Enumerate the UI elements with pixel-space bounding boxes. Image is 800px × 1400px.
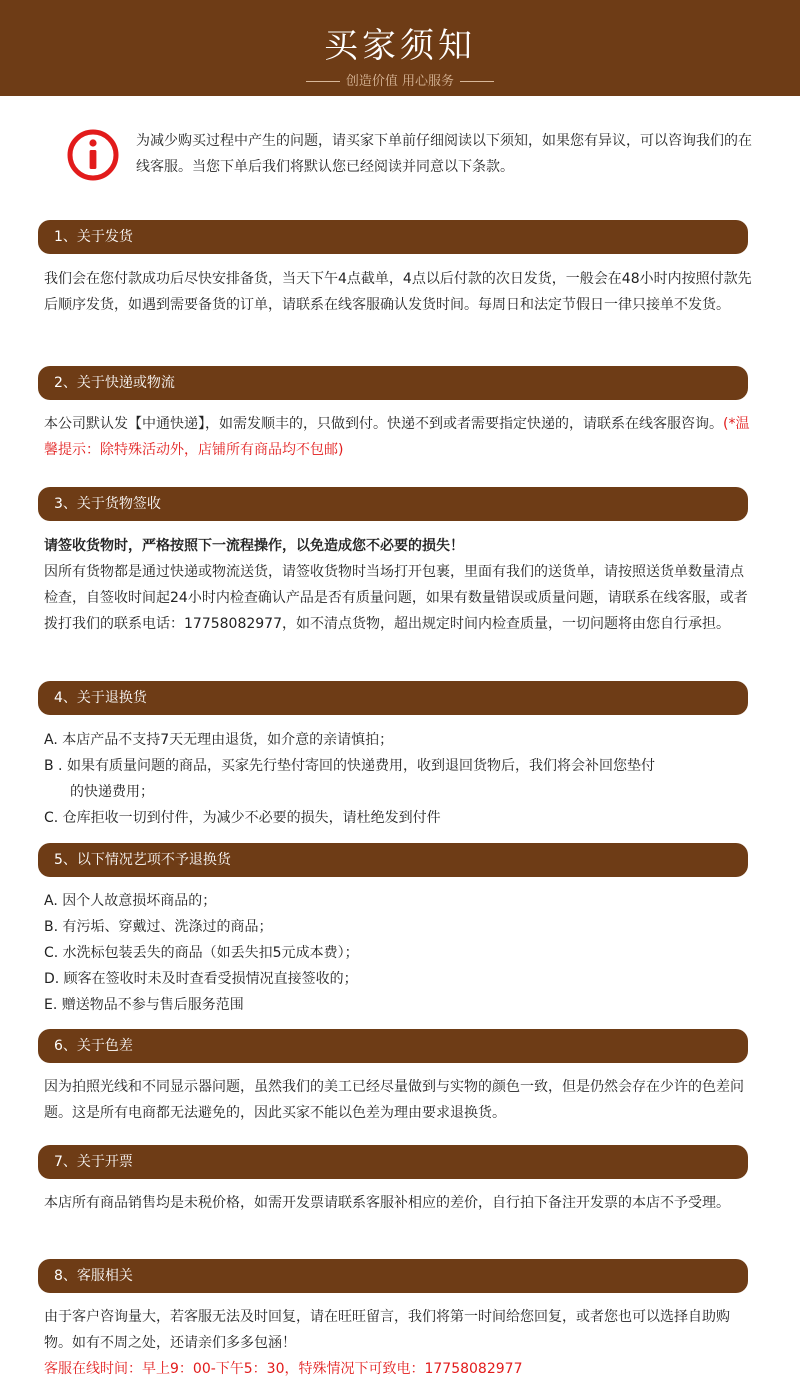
divider-right xyxy=(460,81,494,82)
section-body-invoice: 本店所有商品销售均是未税价格，如需开发票请联系客服补相应的差价，自行拍下备注开发票的本店不予受理。 xyxy=(44,1195,730,1211)
section-body-returns xyxy=(44,727,754,831)
list-item: A. 本店产品不支持7天无理由退货，如介意的亲请慎拍； xyxy=(44,732,394,748)
divider-left xyxy=(306,81,340,82)
page-header xyxy=(0,0,800,96)
section-title: 6、关于色差 xyxy=(54,1038,133,1054)
section-header-service xyxy=(38,1259,748,1293)
info-icon xyxy=(66,128,120,182)
courier-note: (*温馨提示：除特殊活动外，店铺所有商品均不包邮) xyxy=(44,416,750,458)
section-body-receipt xyxy=(44,533,754,637)
list-item: B . 如果有质量问题的商品，买家先行垫付寄回的快递费用，收到退回货物后，我们将会补回您垫付 xyxy=(44,758,655,774)
list-item: A. 因个人故意损坏商品的； xyxy=(44,893,217,909)
section-body-shipping: 我们会在您付款成功后尽快安排备货，当天下午4点截单，4点以后付款的次日发货，一般会在48小时内按照付款先后顺序发货，如遇到需要备货的订单，请联系在线客服确认发货时间。每周日和法定节假日一律只接单不发货。 xyxy=(44,271,752,313)
section-title: 1、关于发货 xyxy=(54,229,133,245)
section-header-courier xyxy=(38,366,748,400)
section-header-no-returns xyxy=(38,843,748,877)
service-hours: 客服在线时间：早上9：00-下午5：30，特殊情况下可致电：17758082977 xyxy=(44,1361,523,1377)
service-text: 由于客户咨询量大，若客服无法及时回复，请在旺旺留言，我们将第一时间给您回复，或者您也可以选择自助购物。如有不周之处，还请亲们多多包涵！ xyxy=(44,1309,730,1351)
section-title: 2、关于快递或物流 xyxy=(54,375,175,391)
section-header-shipping xyxy=(38,220,748,254)
section-body-courier xyxy=(44,411,754,463)
section-title: 8、客服相关 xyxy=(54,1268,133,1284)
list-item: C. 仓库拒收一切到付件，为减少不必要的损失，请杜绝发到付件 xyxy=(44,810,441,826)
section-header-returns xyxy=(38,681,748,715)
section-header-invoice xyxy=(38,1145,748,1179)
section-title: 7、关于开票 xyxy=(54,1154,133,1170)
page-title: 买家须知 xyxy=(324,26,476,66)
section-title: 5、以下情况艺项不予退换货 xyxy=(54,852,231,868)
list-item: E. 赠送物品不参与售后服务范围 xyxy=(44,997,244,1013)
receipt-lead: 请签收货物时，严格按照下一流程操作，以免造成您不必要的损失！ xyxy=(44,538,464,554)
list-item: C. 水洗标包装丢失的商品（如丢失扣5元成本费）； xyxy=(44,945,359,961)
page-subtitle xyxy=(0,70,800,89)
section-title: 4、关于退换货 xyxy=(54,690,147,706)
courier-text: 本公司默认发【中通快递】，如需发顺丰的，只做到付。快递不到或者需要指定快递的，请联系在线客服咨询。 xyxy=(44,416,723,432)
section-body-service xyxy=(44,1304,754,1382)
section-header-color xyxy=(38,1029,748,1063)
intro-text: 为减少购买过程中产生的问题，请买家下单前仔细阅读以下须知，如果您有异议，可以咨询我们的在线客服。当您下单后我们将默认您已经阅读并同意以下条款。 xyxy=(136,133,752,175)
section-body-no-returns xyxy=(44,888,754,1018)
section-body-color: 因为拍照光线和不同显示器问题，虽然我们的美工已经尽量做到与实物的颜色一致，但是仍然会存在少许的色差问题。这是所有电商都无法避免的，因此买家不能以色差为理由要求退换货。 xyxy=(44,1079,744,1121)
subtitle-text: 创造价值 用心服务 xyxy=(345,74,455,89)
receipt-text: 因所有货物都是通过快递或物流送货，请签收货物时当场打开包裹，里面有我们的送货单，请按照送货单数量清点检查，自签收时间起24小时内检查确认产品是否有质量问题，如果有数量错误或质量问题，请联系在线客服，或者拨打我们的联系电话：17758082977，如不清点货物，超出规定时间内检查质量，一切问题将由您自行承担。 xyxy=(44,564,748,632)
list-item: D. 顾客在签收时未及时查看受损情况直接签收的； xyxy=(44,971,358,987)
list-item: B. 有污垢、穿戴过、洗涤过的商品； xyxy=(44,919,273,935)
section-header-receipt xyxy=(38,487,748,521)
section-title: 3、关于货物签收 xyxy=(54,496,161,512)
list-item: 的快递费用； xyxy=(70,784,154,800)
